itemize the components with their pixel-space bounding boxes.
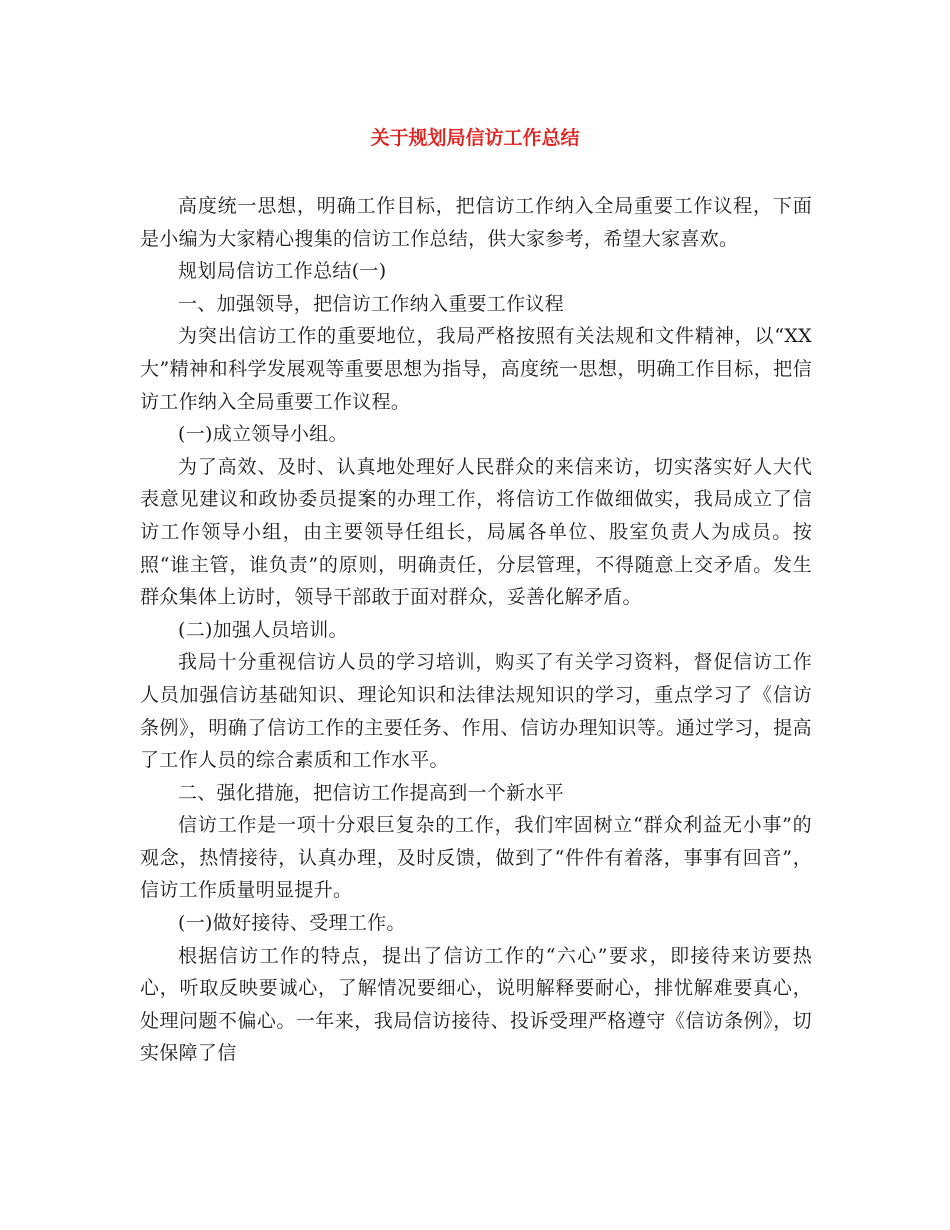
paragraph-intro: 高度统一思想，明确工作目标，把信访工作纳入全局重要工作议程，下面是小编为大家精心搜集的信访工作总结，供大家参考，希望大家喜欢。 [140, 195, 812, 250]
paragraph: 信访工作是一项十分艰巨复杂的工作，我们牢固树立“群众利益无小事”的观念，热情接待，认真办理，及时反馈，做到了“件件有着落，事事有回音”，信访工作质量明显提升。 [140, 814, 812, 902]
paragraph: 我局十分重视信访人员的学习培训，购买了有关学习资料，督促信访工作人员加强信访基础知识、理论知识和法律法规知识的学习，重点学习了《信访条例》，明确了信访工作的主要任务、作用、信访办理知识等。通过学习，提高了工作人员的综合素质和工作水平。 [140, 651, 812, 772]
paragraph: 为了高效、及时、认真地处理好人民群众的来信来访，切实落实好人大代表意见建议和政协委员提案的办理工作，将信访工作做细做实，我局成立了信访工作领导小组，由主要领导任组长，局属各单位、股室负责人为成员。按照“谁主管，谁负责”的原则，明确责任，分层管理，不得随意上交矛盾。发生群众集体上访时，领导干部敢于面对群众，妥善化解矛盾。 [140, 455, 812, 609]
document-title: 关于规划局信访工作总结 [370, 127, 580, 149]
subsection-heading: (二)加强人员培训。 [178, 618, 348, 641]
paragraph: 根据信访工作的特点，提出了信访工作的“六心”要求，即接待来访要热心，听取反映要诚心，了解情况要细心，说明解释要耐心，排忧解难要真心，处理问题不偏心。一年来，我局信访接待、投诉受理严格遵守《信访条例》，切实保障了信 [140, 944, 812, 1065]
section-heading-1: 一、加强领导，把信访工作纳入重要工作议程 [178, 292, 565, 315]
section-heading-2: 二、强化措施，把信访工作提高到一个新水平 [178, 781, 565, 804]
paragraph-subtitle: 规划局信访工作总结(一) [178, 260, 387, 283]
subsection-heading: (一)做好接待、受理工作。 [178, 912, 406, 935]
paragraph: 为突出信访工作的重要地位，我局严格按照有关法规和文件精神，以“XX大”精神和科学发展观等重要思想为指导，高度统一思想，明确工作目标，把信访工作纳入全局重要工作议程。 [140, 325, 812, 413]
document-body [140, 190, 812, 1070]
subsection-heading: (一)成立领导小组。 [178, 423, 348, 446]
